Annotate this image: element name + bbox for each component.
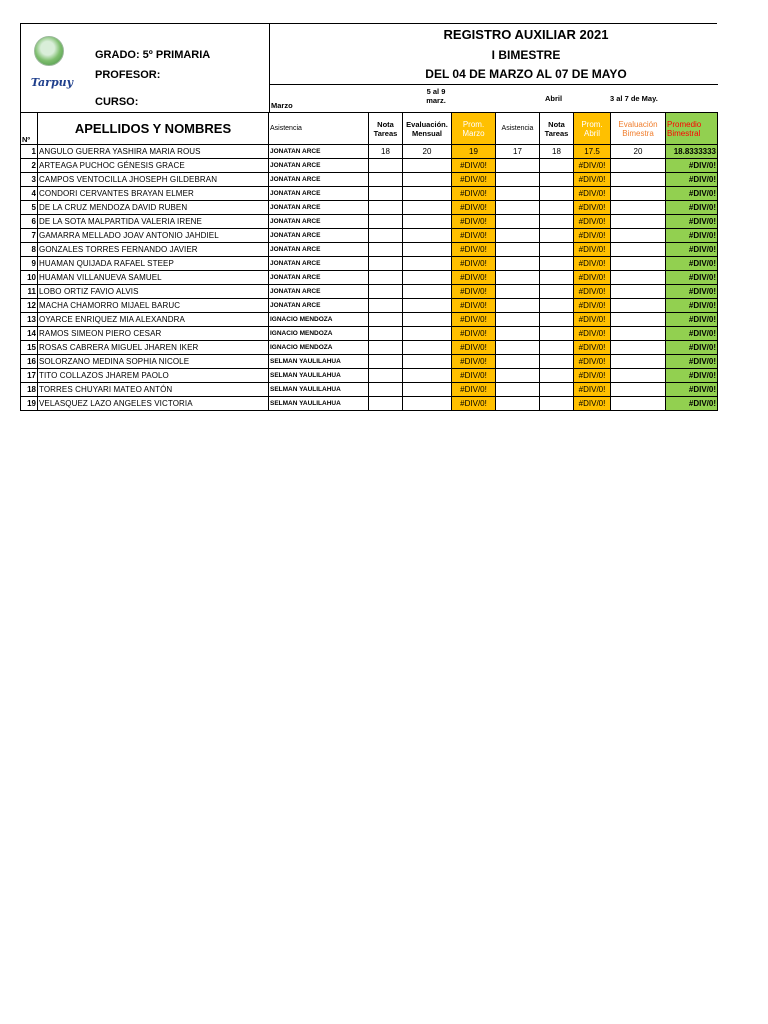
evaluacion-mensual-cell: [403, 173, 452, 187]
teacher-name: SELMAN YAULILAHUA: [269, 383, 369, 397]
column-header-row: [21, 113, 718, 145]
prom-marzo-cell: #DIV/0!: [452, 271, 496, 285]
promedio-bimestral-cell: #DIV/0!: [666, 243, 718, 257]
nota-tareas-2-cell: [540, 327, 574, 341]
prom-marzo-cell: #DIV/0!: [452, 285, 496, 299]
evaluacion-bimestral-cell: [611, 327, 666, 341]
grade-label: GRADO: 5º PRIMARIA: [95, 49, 211, 61]
evaluacion-mensual-cell: [403, 313, 452, 327]
evaluacion-bimestral-cell: [611, 215, 666, 229]
student-name: SOLORZANO MEDINA SOPHIA NICOLE: [38, 355, 269, 369]
prom-marzo-cell: #DIV/0!: [452, 215, 496, 229]
prom-abril-cell: #DIV/0!: [574, 397, 611, 411]
prom-marzo-cell: #DIV/0!: [452, 299, 496, 313]
nota-tareas-1-cell: [369, 243, 403, 257]
nota-tareas-2-cell: [540, 243, 574, 257]
student-name: VELASQUEZ LAZO ANGELES VICTORIA: [38, 397, 269, 411]
globe-icon: [34, 36, 64, 66]
evaluacion-bimestral-cell: [611, 257, 666, 271]
nota-tareas-1-cell: 18: [369, 145, 403, 159]
row-number: 14: [21, 327, 38, 341]
prom-abril-cell: #DIV/0!: [574, 299, 611, 313]
promedio-bimestral-cell: #DIV/0!: [666, 285, 718, 299]
teacher-name: IGNACIO MENDOZA: [269, 313, 369, 327]
teacher-name: JONATAN ARCE: [269, 229, 369, 243]
prom-abril-cell: #DIV/0!: [574, 285, 611, 299]
asistencia-2-cell: [496, 313, 540, 327]
row-number: 1: [21, 145, 38, 159]
asistencia-2-cell: [496, 341, 540, 355]
teacher-name: JONATAN ARCE: [269, 145, 369, 159]
prom-marzo-cell: #DIV/0!: [452, 229, 496, 243]
evaluacion-mensual-cell: [403, 383, 452, 397]
promedio-bimestral-cell: #DIV/0!: [666, 355, 718, 369]
prom-abril-cell: 17.5: [574, 145, 611, 159]
promedio-bimestral-cell: #DIV/0!: [666, 187, 718, 201]
nota-tareas-2-cell: [540, 187, 574, 201]
col-names: APELLIDOS Y NOMBRES: [38, 113, 269, 145]
nota-tareas-2-cell: [540, 313, 574, 327]
student-name: ROSAS CABRERA MIGUEL JHAREN IKER: [38, 341, 269, 355]
col-number: Nº: [21, 113, 38, 145]
evaluacion-bimestral-cell: [611, 299, 666, 313]
prom-marzo-cell: #DIV/0!: [452, 187, 496, 201]
prom-abril-cell: #DIV/0!: [574, 201, 611, 215]
month-mayo-label: 3 al 7 de May.: [610, 94, 658, 103]
date-range: DEL 04 DE MARZO AL 07 DE MAYO: [425, 67, 627, 81]
asistencia-2-cell: [496, 327, 540, 341]
evaluacion-mensual-cell: [403, 257, 452, 271]
table-row: [21, 397, 718, 411]
evaluacion-mensual-cell: [403, 285, 452, 299]
evaluacion-bimestral-cell: [611, 285, 666, 299]
teacher-name: SELMAN YAULILAHUA: [269, 355, 369, 369]
prom-abril-cell: #DIV/0!: [574, 159, 611, 173]
teacher-name: JONATAN ARCE: [269, 159, 369, 173]
nota-tareas-2-cell: [540, 355, 574, 369]
nota-tareas-2-cell: [540, 369, 574, 383]
row-number: 4: [21, 187, 38, 201]
prom-abril-cell: #DIV/0!: [574, 369, 611, 383]
promedio-bimestral-cell: #DIV/0!: [666, 299, 718, 313]
asistencia-2-cell: [496, 299, 540, 313]
evaluacion-mensual-cell: [403, 187, 452, 201]
grade-register-sheet: [20, 23, 717, 411]
evaluacion-bimestral-cell: [611, 313, 666, 327]
student-name: ARTEAGA PUCHOC GÉNESIS GRACE: [38, 159, 269, 173]
nota-tareas-2-cell: [540, 383, 574, 397]
student-name: RAMOS SIMEON PIERO CESAR: [38, 327, 269, 341]
prom-abril-cell: #DIV/0!: [574, 187, 611, 201]
asistencia-2-cell: [496, 187, 540, 201]
student-name: DE LA CRUZ MENDOZA DAVID RUBEN: [38, 201, 269, 215]
promedio-bimestral-cell: #DIV/0!: [666, 215, 718, 229]
promedio-bimestral-cell: #DIV/0!: [666, 327, 718, 341]
teacher-name: SELMAN YAULILAHUA: [269, 397, 369, 411]
promedio-bimestral-cell: #DIV/0!: [666, 271, 718, 285]
prom-abril-cell: #DIV/0!: [574, 215, 611, 229]
prom-abril-cell: #DIV/0!: [574, 243, 611, 257]
table-row: [21, 257, 718, 271]
row-number: 11: [21, 285, 38, 299]
course-label: CURSO:: [95, 96, 139, 108]
prom-abril-cell: #DIV/0!: [574, 229, 611, 243]
nota-tareas-1-cell: [369, 397, 403, 411]
evaluacion-bimestral-cell: [611, 271, 666, 285]
student-name: CAMPOS VENTOCILLA JHOSEPH GILDEBRAN: [38, 173, 269, 187]
asistencia-2-cell: [496, 355, 540, 369]
nota-tareas-1-cell: [369, 173, 403, 187]
evaluacion-mensual-cell: [403, 201, 452, 215]
prom-marzo-cell: #DIV/0!: [452, 355, 496, 369]
asistencia-2-cell: [496, 201, 540, 215]
nota-tareas-1-cell: [369, 285, 403, 299]
promedio-bimestral-cell: #DIV/0!: [666, 313, 718, 327]
prom-abril-cell: #DIV/0!: [574, 355, 611, 369]
evaluacion-mensual-cell: [403, 243, 452, 257]
teacher-name: JONATAN ARCE: [269, 201, 369, 215]
nota-tareas-2-cell: [540, 257, 574, 271]
prom-abril-cell: #DIV/0!: [574, 271, 611, 285]
evaluacion-bimestral-cell: [611, 369, 666, 383]
nota-tareas-2-cell: [540, 229, 574, 243]
prom-marzo-cell: 19: [452, 145, 496, 159]
asistencia-2-cell: 17: [496, 145, 540, 159]
evaluacion-mensual-cell: [403, 159, 452, 173]
nota-tareas-2-cell: [540, 215, 574, 229]
nota-tareas-1-cell: [369, 215, 403, 229]
prom-abril-cell: #DIV/0!: [574, 341, 611, 355]
table-row: [21, 299, 718, 313]
teacher-name: JONATAN ARCE: [269, 187, 369, 201]
table-row: [21, 145, 718, 159]
nota-tareas-2-cell: [540, 201, 574, 215]
table-row: [21, 285, 718, 299]
evaluacion-bimestral-cell: [611, 201, 666, 215]
promedio-bimestral-cell: 18.8333333: [666, 145, 718, 159]
prom-abril-cell: #DIV/0!: [574, 173, 611, 187]
month-abril-label: Abril: [545, 94, 563, 103]
promedio-bimestral-cell: #DIV/0!: [666, 397, 718, 411]
evaluacion-bimestral-cell: [611, 243, 666, 257]
nota-tareas-1-cell: [369, 271, 403, 285]
title-block: [270, 24, 718, 112]
prom-abril-cell: #DIV/0!: [574, 313, 611, 327]
evaluacion-mensual-cell: [403, 271, 452, 285]
promedio-bimestral-cell: #DIV/0!: [666, 229, 718, 243]
evaluacion-bimestral-cell: [611, 397, 666, 411]
evaluacion-bimestral-cell: 20: [611, 145, 666, 159]
row-number: 15: [21, 341, 38, 355]
table-row: [21, 341, 718, 355]
evaluacion-mensual-cell: [403, 327, 452, 341]
table-row: [21, 355, 718, 369]
divider: [270, 84, 718, 85]
evaluacion-mensual-cell: [403, 341, 452, 355]
nota-tareas-1-cell: [369, 159, 403, 173]
promedio-bimestral-cell: #DIV/0!: [666, 383, 718, 397]
nota-tareas-1-cell: [369, 327, 403, 341]
row-number: 18: [21, 383, 38, 397]
evaluacion-bimestral-cell: [611, 229, 666, 243]
asistencia-2-cell: [496, 257, 540, 271]
col-evaluacion-mensual: Evaluación. Mensual: [403, 113, 452, 145]
col-prom-abril: Prom. Abril: [574, 113, 611, 145]
row-number: 12: [21, 299, 38, 313]
col-nota-tareas-1: Nota Tareas: [369, 113, 403, 145]
table-row: [21, 173, 718, 187]
nota-tareas-2-cell: [540, 299, 574, 313]
prom-marzo-cell: #DIV/0!: [452, 397, 496, 411]
promedio-bimestral-cell: #DIV/0!: [666, 257, 718, 271]
row-number: 17: [21, 369, 38, 383]
prom-marzo-cell: #DIV/0!: [452, 173, 496, 187]
evaluacion-mensual-cell: [403, 397, 452, 411]
prom-marzo-cell: #DIV/0!: [452, 313, 496, 327]
school-logo: [27, 34, 73, 90]
asistencia-2-cell: [496, 229, 540, 243]
asistencia-2-cell: [496, 173, 540, 187]
teacher-name: JONATAN ARCE: [269, 215, 369, 229]
school-info-block: [21, 24, 270, 112]
table-row: [21, 383, 718, 397]
row-number: 9: [21, 257, 38, 271]
nota-tareas-1-cell: [369, 257, 403, 271]
teacher-name: SELMAN YAULILAHUA: [269, 369, 369, 383]
table-row: [21, 243, 718, 257]
prom-marzo-cell: #DIV/0!: [452, 159, 496, 173]
nota-tareas-1-cell: [369, 201, 403, 215]
student-name: GAMARRA MELLADO JOAV ANTONIO JAHDIEL: [38, 229, 269, 243]
teacher-name: JONATAN ARCE: [269, 285, 369, 299]
week-label: 5 al 9 marz.: [426, 87, 446, 105]
teacher-label: PROFESOR:: [95, 69, 161, 81]
prom-marzo-cell: #DIV/0!: [452, 243, 496, 257]
nota-tareas-1-cell: [369, 187, 403, 201]
month-marzo-label: Marzo: [271, 101, 293, 110]
table-row: [21, 215, 718, 229]
nota-tareas-2-cell: [540, 341, 574, 355]
col-asistencia-2: Asistencia: [496, 113, 540, 145]
row-number: 13: [21, 313, 38, 327]
table-row: [21, 313, 718, 327]
student-name: TITO COLLAZOS JHAREM PAOLO: [38, 369, 269, 383]
row-number: 19: [21, 397, 38, 411]
prom-marzo-cell: #DIV/0!: [452, 327, 496, 341]
row-number: 8: [21, 243, 38, 257]
promedio-bimestral-cell: #DIV/0!: [666, 201, 718, 215]
student-name: MACHA CHAMORRO MIJAEL BARUC: [38, 299, 269, 313]
row-number: 2: [21, 159, 38, 173]
nota-tareas-1-cell: [369, 229, 403, 243]
evaluacion-mensual-cell: 20: [403, 145, 452, 159]
teacher-name: IGNACIO MENDOZA: [269, 341, 369, 355]
row-number: 5: [21, 201, 38, 215]
prom-marzo-cell: #DIV/0!: [452, 369, 496, 383]
asistencia-2-cell: [496, 159, 540, 173]
student-name: OYARCE ENRIQUEZ MIA ALEXANDRA: [38, 313, 269, 327]
nota-tareas-1-cell: [369, 341, 403, 355]
prom-marzo-cell: #DIV/0!: [452, 257, 496, 271]
asistencia-2-cell: [496, 271, 540, 285]
register-title: REGISTRO AUXILIAR 2021: [443, 27, 609, 42]
table-row: [21, 229, 718, 243]
nota-tareas-2-cell: [540, 173, 574, 187]
evaluacion-mensual-cell: [403, 229, 452, 243]
student-name: GONZALES TORRES FERNANDO JAVIER: [38, 243, 269, 257]
evaluacion-bimestral-cell: [611, 173, 666, 187]
asistencia-2-cell: [496, 215, 540, 229]
asistencia-2-cell: [496, 369, 540, 383]
student-name: CONDORI CERVANTES BRAYAN ELMER: [38, 187, 269, 201]
register-header: [20, 23, 717, 112]
teacher-name: JONATAN ARCE: [269, 173, 369, 187]
table-row: [21, 327, 718, 341]
student-name: HUAMAN VILLANUEVA SAMUEL: [38, 271, 269, 285]
table-row: [21, 187, 718, 201]
promedio-bimestral-cell: #DIV/0!: [666, 159, 718, 173]
evaluacion-bimestral-cell: [611, 159, 666, 173]
evaluacion-bimestral-cell: [611, 187, 666, 201]
nota-tareas-2-cell: [540, 397, 574, 411]
grades-table: [20, 112, 718, 411]
student-name: LOBO ORTIZ FAVIO ALVIS: [38, 285, 269, 299]
teacher-name: JONATAN ARCE: [269, 271, 369, 285]
col-evaluacion-bimestral: Evaluación Bimestra: [611, 113, 666, 145]
bimester-label: I BIMESTRE: [491, 48, 561, 62]
nota-tareas-1-cell: [369, 313, 403, 327]
row-number: 3: [21, 173, 38, 187]
table-row: [21, 201, 718, 215]
row-number: 7: [21, 229, 38, 243]
student-name: ANGULO GUERRA YASHIRA MARIA ROUS: [38, 145, 269, 159]
evaluacion-mensual-cell: [403, 215, 452, 229]
nota-tareas-1-cell: [369, 383, 403, 397]
asistencia-2-cell: [496, 383, 540, 397]
row-number: 16: [21, 355, 38, 369]
promedio-bimestral-cell: #DIV/0!: [666, 369, 718, 383]
teacher-name: JONATAN ARCE: [269, 257, 369, 271]
nota-tareas-2-cell: [540, 271, 574, 285]
evaluacion-mensual-cell: [403, 355, 452, 369]
teacher-name: JONATAN ARCE: [269, 243, 369, 257]
teacher-name: JONATAN ARCE: [269, 299, 369, 313]
col-promedio-bimestral: Promedio Bimestral: [666, 113, 718, 145]
row-number: 10: [21, 271, 38, 285]
col-asistencia-docente: Asistencia: [269, 113, 369, 145]
col-prom-marzo: Prom. Marzo: [452, 113, 496, 145]
prom-marzo-cell: #DIV/0!: [452, 341, 496, 355]
student-name: TORRES CHUYARI MATEO ANTÓN: [38, 383, 269, 397]
asistencia-2-cell: [496, 285, 540, 299]
prom-abril-cell: #DIV/0!: [574, 257, 611, 271]
row-number: 6: [21, 215, 38, 229]
teacher-name: IGNACIO MENDOZA: [269, 327, 369, 341]
student-rows: [21, 145, 718, 411]
promedio-bimestral-cell: #DIV/0!: [666, 341, 718, 355]
evaluacion-bimestral-cell: [611, 355, 666, 369]
prom-marzo-cell: #DIV/0!: [452, 201, 496, 215]
asistencia-2-cell: [496, 397, 540, 411]
logo-text: Tarpuy: [30, 76, 74, 89]
student-name: HUAMAN QUIJADA RAFAEL STEEP: [38, 257, 269, 271]
evaluacion-bimestral-cell: [611, 383, 666, 397]
nota-tareas-2-cell: [540, 159, 574, 173]
prom-abril-cell: #DIV/0!: [574, 383, 611, 397]
nota-tareas-1-cell: [369, 299, 403, 313]
nota-tareas-1-cell: [369, 369, 403, 383]
evaluacion-bimestral-cell: [611, 341, 666, 355]
asistencia-2-cell: [496, 243, 540, 257]
col-nota-tareas-2: Nota Tareas: [540, 113, 574, 145]
student-name: DE LA SOTA MALPARTIDA VALERIA IRENE: [38, 215, 269, 229]
table-row: [21, 159, 718, 173]
evaluacion-mensual-cell: [403, 299, 452, 313]
nota-tareas-1-cell: [369, 355, 403, 369]
prom-marzo-cell: #DIV/0!: [452, 383, 496, 397]
table-row: [21, 369, 718, 383]
promedio-bimestral-cell: #DIV/0!: [666, 173, 718, 187]
evaluacion-mensual-cell: [403, 369, 452, 383]
table-row: [21, 271, 718, 285]
prom-abril-cell: #DIV/0!: [574, 327, 611, 341]
nota-tareas-2-cell: [540, 285, 574, 299]
nota-tareas-2-cell: 18: [540, 145, 574, 159]
